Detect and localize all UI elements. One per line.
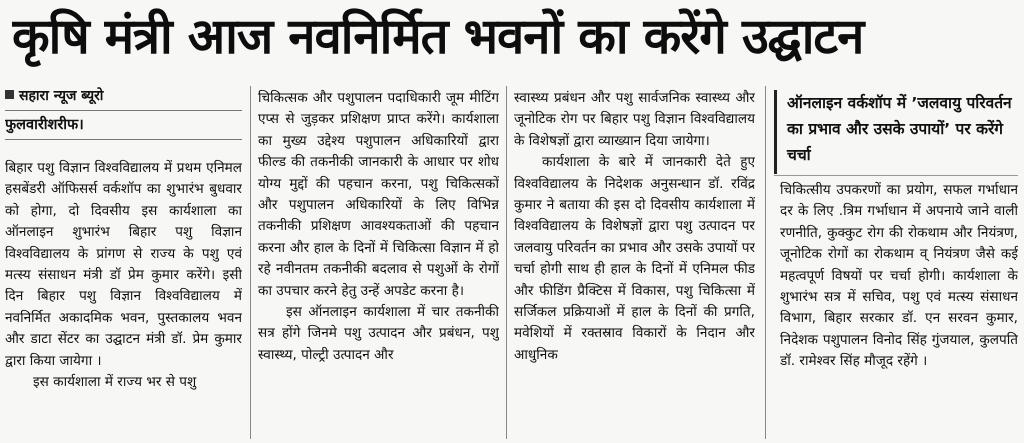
subheadline-rule [774, 175, 1018, 176]
column-3-paragraph-2: कार्यशाला के बारे में जानकारी देते हुए विश्वविद्यालय के निदेशक अनुसन्धान डॉ. रविंद्र कुमार ने बताया की इस दो दिवसीय कार्यशाला में विश्वविद्यालय के विशेषज्ञों द्वारा पशु उत्पादन पर जलवायु परिवर्तन का प्रभाव और उसके उपायों पर चर्चा होगी साथ ही हाल के दिनों में एनिमल फीड और फीडिंग प्रैक्टिस में विकास, पशु चिकित्सा में सर्जिकल प्रक्रियाओं में हाल के दिनों की प्रगति, मवेशियों में रक्तस्राव विकारों के निदान और आधुनिक [514, 154, 755, 363]
byline [5, 86, 242, 106]
column-divider [765, 86, 766, 439]
column-2 [258, 88, 499, 443]
column-1-paragraph-1: बिहार पशु विज्ञान विश्वविद्यालय में प्रथम एनिमल हसबेंडरी ऑफिसर्स वर्कशॉप का शुभारंभ बुधवार को होगा, दो दिवसीय इस कार्यशाला का ऑनलाइन शुभारंभ बिहार पशु विज्ञान विश्वविद्यालय के प्रांगण से राज्य के पशु एवं मत्स्य संसाधन मंत्री डॉ प्रेम कुमार करेंगे। इसी दिन बिहार पशु विज्ञान विश्वविद्यालय में नवनिर्मित अकादमिक भवन, पुस्तकालय भवन और डाटा सेंटर का उद्घाटन मंत्री डॉ. प्रेम कुमार द्वारा किया जायेगा । [5, 160, 242, 369]
column-2-paragraph-2: इस ऑनलाइन कार्यशाला में चार तकनीकी सत्र होंगे जिनमे पशु उत्पादन और प्रबंधन, पशु स्वास्थ्य, पोल्ट्री उत्पादन और [258, 304, 499, 363]
column-2-paragraph-1: चिकित्सक और पशुपालन पदाधिकारी जूम मीटिंग एप्स से जुड़कर प्रशिक्षण प्राप्त करेंगे। कार्यशाला का मुख्य उद्देश्य पशुपालन अधिकारियों द्वारा फील्ड की तकनीकी जानकारी के आधार पर शोध योग्य मुद्दों की पहचान करना, पशु चिकित्सकों और पशुपालन अधिकारियों के लिए विभिन्न तकनीकी प्रशिक्षण आवश्यकताओं की पहचान करना और हाल के दिनों में चिकित्सा विज्ञान में हो रहे नवीनतम तकनीकी बदलाव से पशुओं के रोगों का उपचार करने हेतु उन्हें अपडेट करना है। [258, 90, 499, 299]
column-divider [250, 86, 251, 439]
column-3 [514, 88, 755, 443]
byline-text: सहारा न्यूज ब्यूरो [19, 88, 104, 104]
column-4 [780, 180, 1018, 443]
column-4-paragraph-1: चिकित्सीय उपकरणों का प्रयोग, सफल गर्भाधान दर के लिए .त्रिम गर्भाधान में अपनाये जाने वाली रणनीति, कुक्कुट रोग की रोकथाम और नियंत्रण, जूनोटिक रोगों का रोकथाम व् नियंत्रण जैसे कई महत्वपूर्ण विषयों पर चर्चा होगी। कार्यशाला के शुभारंभ सत्र में सचिव, पशु एवं मत्स्य संसाधन विभाग, बिहार सरकार डॉ. एन सरवन कुमार, निदेशक पशुपालन विनोद सिंह गुंजयाल, कुलपति डॉ. रामेश्वर सिंह मौजूद रहेंगे । [780, 182, 1018, 370]
column-3-paragraph-1: स्वास्थ्य प्रबंधन और पशु सार्वजनिक स्वास्थ्य और जूनोटिक रोग पर बिहार पशु विज्ञान विश्वविद्यालय के विशेषज्ञों द्वारा व्याख्यान दिया जायेगा। [514, 90, 755, 149]
column-1 [5, 86, 242, 443]
headline: कृषि मंत्री आज नवनिर्मित भवनों का करेंगे उद्घाटन [12, 8, 864, 65]
subheadline: ऑनलाइन वर्कशॉप में ’जलवायु परिवर्तन का प्रभाव और उसके उपायों’ पर करेंगे चर्चा [774, 90, 1018, 174]
column-1-paragraph-2: इस कार्यशाला में राज्य भर से पशु [33, 374, 197, 391]
dateline-place: फुलवारीशरीफ। [5, 110, 242, 140]
byline-square-icon [5, 90, 14, 99]
column-divider [506, 86, 507, 439]
